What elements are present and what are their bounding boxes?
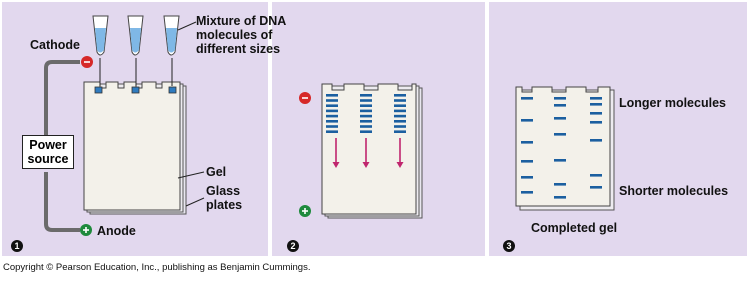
dna-band (326, 120, 338, 123)
mixture-label: Mixture of DNA molecules of different sizes (196, 14, 286, 56)
dna-band (326, 130, 338, 133)
gel-slab (84, 82, 180, 210)
dna-band (360, 104, 372, 107)
well-dna (132, 87, 139, 93)
copyright-text: Copyright © Pearson Education, Inc., publishing as Benjamin Cummings. (3, 262, 311, 273)
dna-band (590, 139, 602, 142)
dna-band (394, 99, 406, 102)
dna-band (521, 97, 533, 100)
dna-band (590, 121, 602, 124)
dna-band (554, 159, 566, 162)
dna-band (360, 99, 372, 102)
dna-band (554, 196, 566, 199)
dna-band (554, 97, 566, 100)
dna-band (554, 104, 566, 107)
dna-band (326, 99, 338, 102)
dna-band (326, 125, 338, 128)
well-dna (169, 87, 176, 93)
dna-band (590, 112, 602, 115)
dna-band (590, 174, 602, 177)
dna-band (326, 94, 338, 97)
step-badge-3: 3 (503, 240, 515, 252)
dna-band (521, 160, 533, 163)
shorter-molecules-label: Shorter molecules (619, 184, 729, 198)
dna-band (394, 125, 406, 128)
dna-band (394, 104, 406, 107)
dna-band (326, 115, 338, 118)
dna-band (326, 104, 338, 107)
dna-band (590, 186, 602, 189)
well-dna (95, 87, 102, 93)
dna-band (360, 120, 372, 123)
anode-label: Anode (97, 224, 136, 238)
step-badge-1: 1 (11, 240, 23, 252)
dna-band (554, 117, 566, 120)
dna-band (554, 133, 566, 136)
dna-band (360, 115, 372, 118)
dna-band (521, 176, 533, 179)
dna-band (521, 191, 533, 194)
dna-band (394, 110, 406, 113)
dna-band (394, 115, 406, 118)
gel-label: Gel (206, 165, 227, 179)
completed-gel-label: Completed gel (531, 221, 618, 235)
dna-band (394, 94, 406, 97)
dna-band (394, 120, 406, 123)
dna-band (521, 141, 533, 144)
dna-band (590, 103, 602, 106)
dna-band (326, 110, 338, 113)
glass-plates-label: Glass plates (206, 184, 243, 212)
power-source-box: Power source (22, 135, 74, 169)
dna-band (360, 94, 372, 97)
dna-band (360, 130, 372, 133)
dna-band (360, 125, 372, 128)
dna-band (394, 130, 406, 133)
dna-band (521, 119, 533, 122)
step-badge-2: 2 (287, 240, 299, 252)
longer-molecules-label: Longer molecules (619, 96, 726, 110)
dna-band (590, 97, 602, 100)
dna-band (554, 183, 566, 186)
cathode-label: Cathode (30, 38, 80, 52)
dna-band (360, 110, 372, 113)
